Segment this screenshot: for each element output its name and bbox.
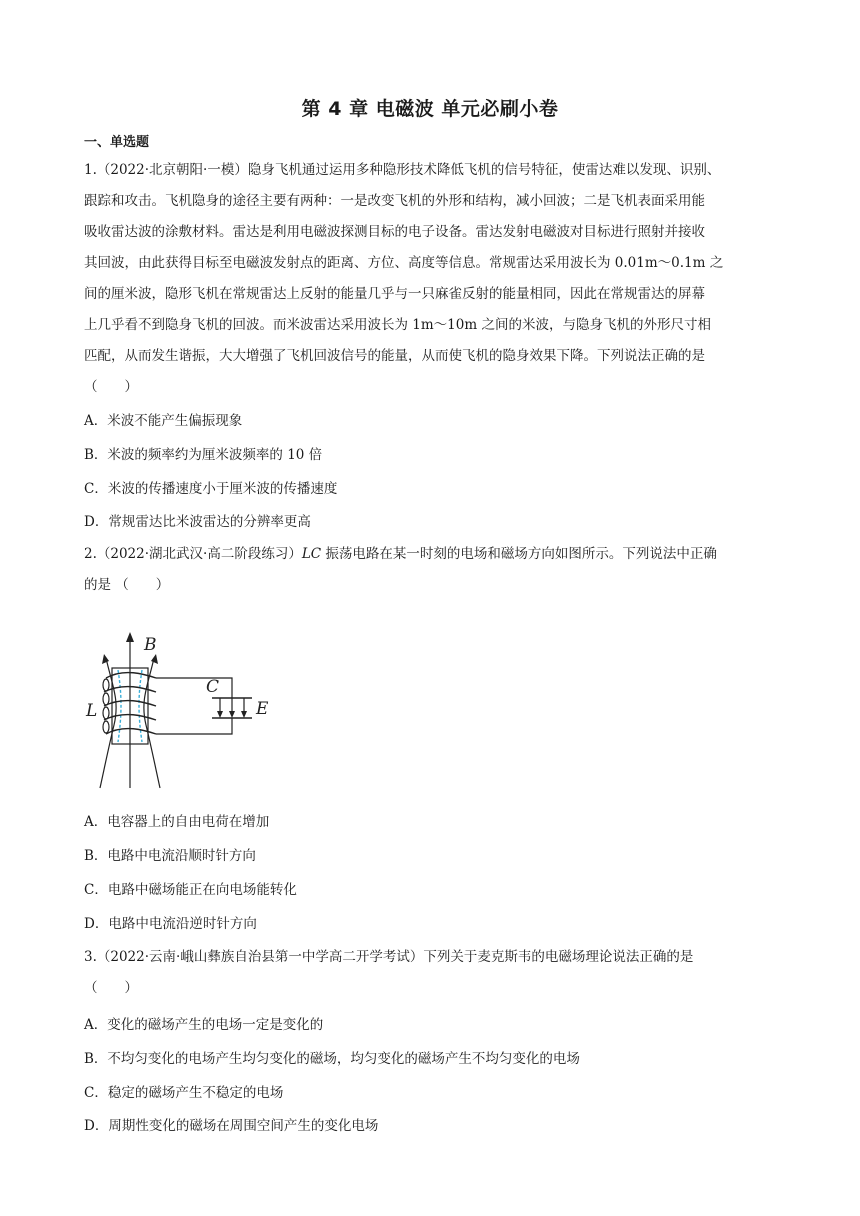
circuit-symbol: LC bbox=[301, 546, 322, 562]
question-text-line: 吸收雷达波的涂敷材料。雷达是利用电磁波探测目标的电子设备。雷达发射电磁波对目标进行照射并接收 bbox=[84, 224, 705, 240]
label-e: E bbox=[256, 699, 269, 719]
option-a: A．变化的磁场产生的电场一定是变化的 bbox=[84, 1017, 324, 1033]
question-text-line: 间的厘米波，隐形飞机在常规雷达上反射的能量几乎与一只麻雀反射的能量相同，因此在常规雷达的屏幕 bbox=[84, 286, 705, 302]
question-text-line: 其回波，由此获得目标至电磁波发射点的距离、方位、高度等信息。常规雷达采用波长为 0.01m～0.1m 之 bbox=[84, 255, 724, 271]
label-l: L bbox=[86, 701, 98, 721]
question-text-line: 匹配，从而发生谐振，大大增强了飞机回波信号的能量，从而使飞机的隐身效果下降。下列说法正确的是 bbox=[84, 348, 705, 364]
question-text-line: （ ） bbox=[84, 980, 138, 996]
section-heading: 一、单选题 bbox=[84, 135, 150, 150]
question-suffix: 振荡电路在某一时刻的电场和磁场方向如图所示。下列说法中正确 bbox=[321, 546, 717, 562]
question-text-line bbox=[84, 542, 717, 562]
question-prefix: 2.（2022·湖北武汉·高二阶段练习） bbox=[84, 546, 302, 562]
question-text-line: 的是 （ ） bbox=[84, 577, 170, 593]
question-text-line: 3.（2022·云南·峨山彝族自治县第一中学高二开学考试）下列关于麦克斯韦的电磁场理论说法正确的是 bbox=[84, 949, 694, 965]
question-text-line: 1.（2022·北京朝阳·一模）隐身飞机通过运用多种隐形技术降低飞机的信号特征，使雷达难以发现、识别、 bbox=[84, 162, 721, 178]
label-b: B bbox=[144, 635, 157, 655]
page-title: 第 4 章 电磁波 单元必刷小卷 bbox=[301, 98, 559, 120]
question-text-line: 上几乎看不到隐身飞机的回波。而米波雷达采用波长为 1m～10m 之间的米波，与隐身飞机的外形尺寸相 bbox=[84, 317, 711, 333]
option-c: C．米波的传播速度小于厘米波的传播速度 bbox=[84, 481, 338, 497]
option-b: B．米波的频率约为厘米波频率的 10 倍 bbox=[84, 447, 323, 463]
option-d: D．周期性变化的磁场在周围空间产生的变化电场 bbox=[84, 1118, 379, 1134]
question-text-line: （ ） bbox=[84, 379, 138, 395]
option-d: D．电路中电流沿逆时针方向 bbox=[84, 916, 257, 932]
label-c: C bbox=[206, 677, 220, 697]
question-text-line: 跟踪和攻击。飞机隐身的途径主要有两种：一是改变飞机的外形和结构，减小回波；二是飞机表面采用能 bbox=[84, 193, 705, 209]
option-a: A．米波不能产生偏振现象 bbox=[84, 413, 243, 429]
option-b: B．电路中电流沿顺时针方向 bbox=[84, 848, 256, 864]
option-c: C．稳定的磁场产生不稳定的电场 bbox=[84, 1085, 284, 1101]
option-c: C．电路中磁场能正在向电场能转化 bbox=[84, 882, 297, 898]
lc-circuit-figure bbox=[84, 630, 274, 790]
option-d: D．常规雷达比米波雷达的分辨率更高 bbox=[84, 514, 311, 530]
option-a: A．电容器上的自由电荷在增加 bbox=[84, 814, 270, 830]
option-b: B．不均匀变化的电场产生均匀变化的磁场，均匀变化的磁场产生不均匀变化的电场 bbox=[84, 1051, 580, 1067]
